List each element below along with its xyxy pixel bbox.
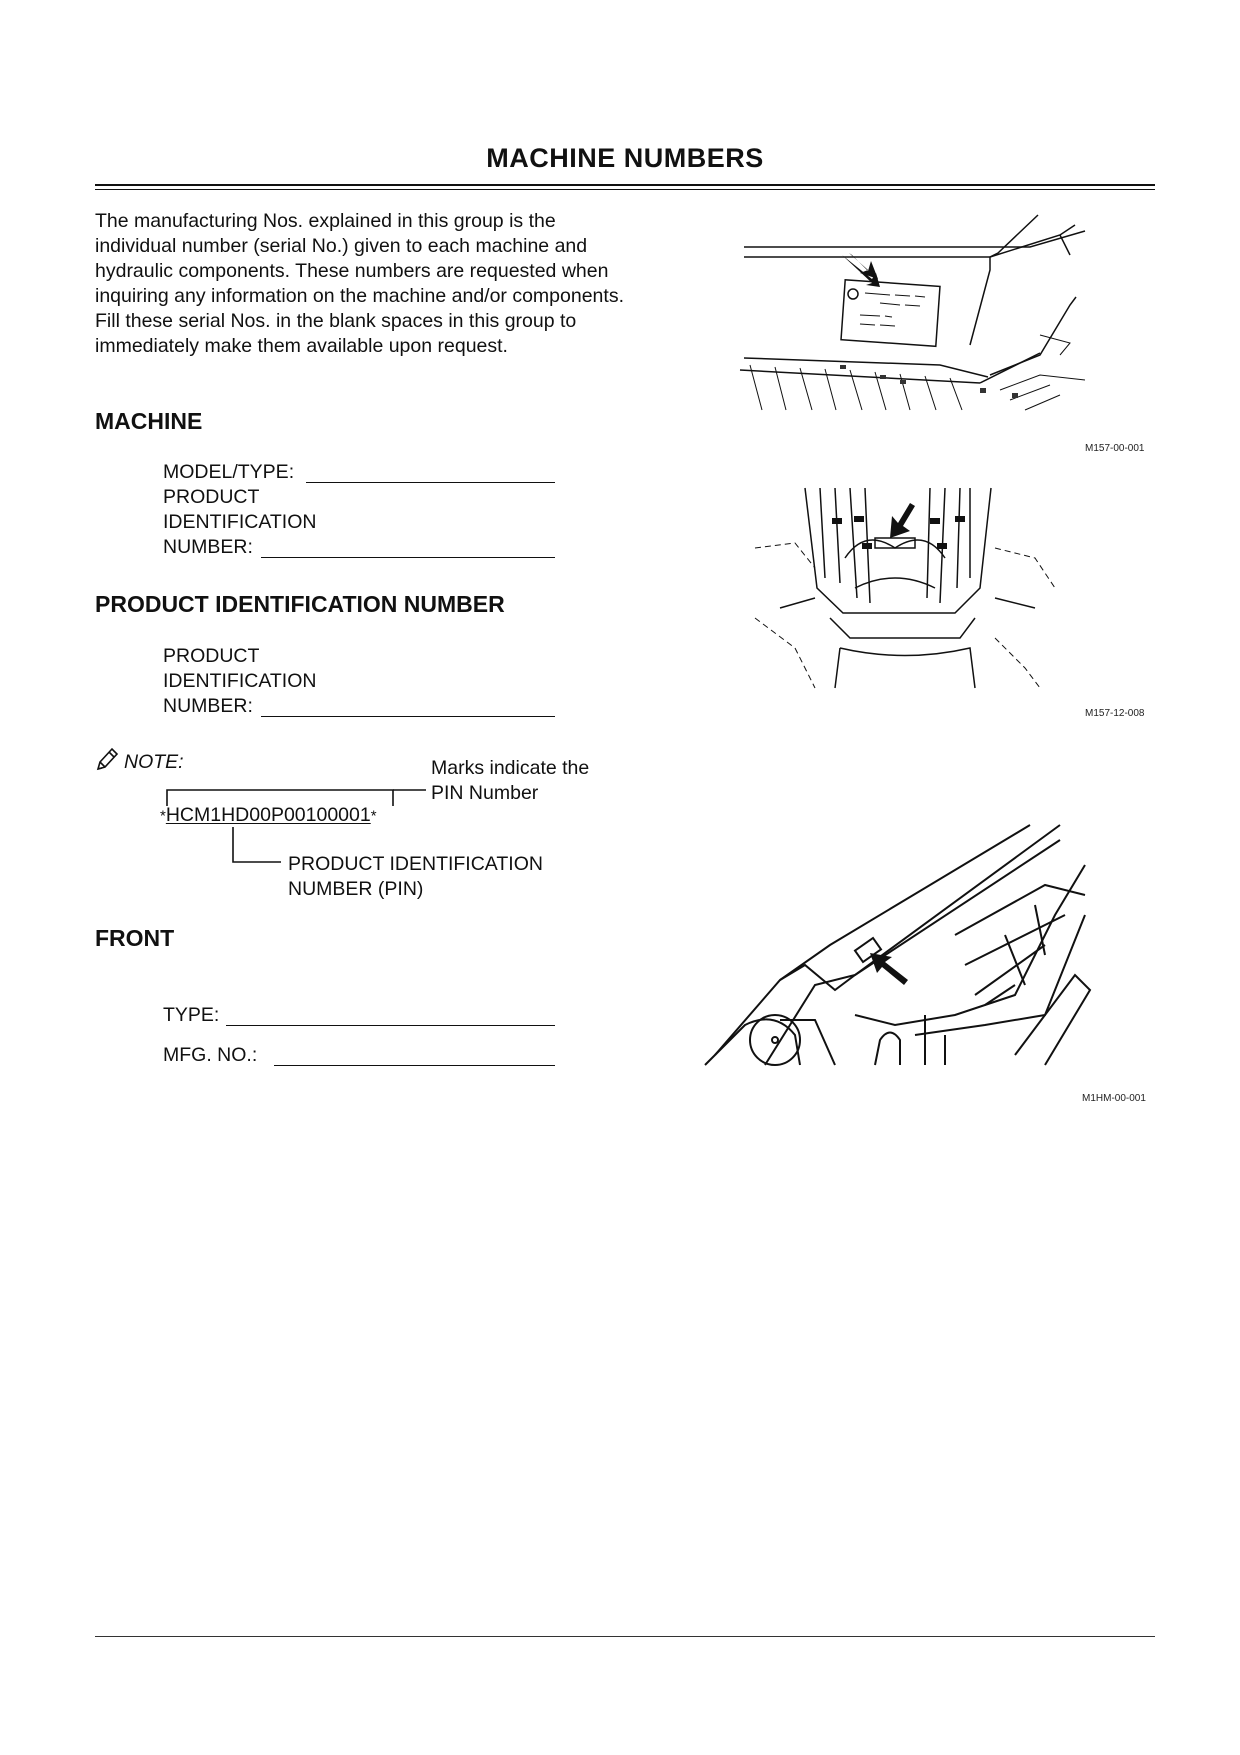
pin-desc-1: PRODUCT IDENTIFICATION (288, 853, 543, 875)
arrow-icon (870, 953, 908, 985)
hydraulic-pin-figure (755, 488, 1055, 688)
machine-heading: MACHINE (95, 408, 203, 434)
nameplate-location-figure (740, 215, 1085, 420)
pin-label-3: NUMBER: (163, 695, 253, 717)
pin-label-2: IDENTIFICATION (163, 670, 317, 692)
front-mfg-label: MFG. NO.: (163, 1044, 258, 1066)
title-rule-thick (95, 184, 1155, 186)
note-label: NOTE: (124, 751, 184, 773)
model-type-field[interactable] (306, 482, 555, 483)
title-rule-thin (95, 189, 1155, 190)
pin-star-right: * (370, 807, 377, 825)
arrow-icon (890, 503, 915, 538)
front-heading: FRONT (95, 925, 175, 951)
pin-star-left: * (160, 807, 166, 825)
machine-pin-label-1: PRODUCT (163, 486, 260, 508)
machine-pin-label-2: IDENTIFICATION (163, 511, 317, 533)
machine-pin-field[interactable] (261, 557, 555, 558)
marks-text-1: Marks indicate the (431, 757, 590, 779)
pin-field[interactable] (261, 716, 555, 717)
pin-label-1: PRODUCT (163, 645, 260, 667)
front-nameplate-figure (705, 825, 1100, 1075)
model-type-label: MODEL/TYPE: (163, 461, 295, 483)
front-type-field[interactable] (226, 1025, 555, 1026)
pin-example-row (160, 803, 377, 828)
front-mfg-field[interactable] (274, 1065, 555, 1066)
footer-rule (95, 1636, 1155, 1637)
pin-desc-2: NUMBER (PIN) (288, 878, 424, 900)
marks-text-2: PIN Number (431, 782, 539, 804)
pin-section-heading: PRODUCT IDENTIFICATION NUMBER (95, 591, 505, 617)
fig3-caption: M1HM-00-001 (1082, 1093, 1146, 1104)
pin-example: HCM1HD00P00100001 (165, 804, 371, 826)
intro-paragraph: The manufacturing Nos. explained in this group is the individual number (serial No.) given to each machine and hydraulic components. These numbers are requested when inquiring any information on the machine and/or components. Fill these serial Nos. in the blank spaces in this group to immediately make them available upon request. (95, 210, 624, 357)
fig1-caption: M157-00-001 (1085, 443, 1145, 454)
front-type-label: TYPE: (163, 1004, 220, 1026)
machine-pin-label-3: NUMBER: (163, 536, 253, 558)
pencil-note-icon (95, 746, 119, 774)
page-title: MACHINE NUMBERS (486, 143, 764, 173)
fig2-caption: M157-12-008 (1085, 708, 1145, 719)
